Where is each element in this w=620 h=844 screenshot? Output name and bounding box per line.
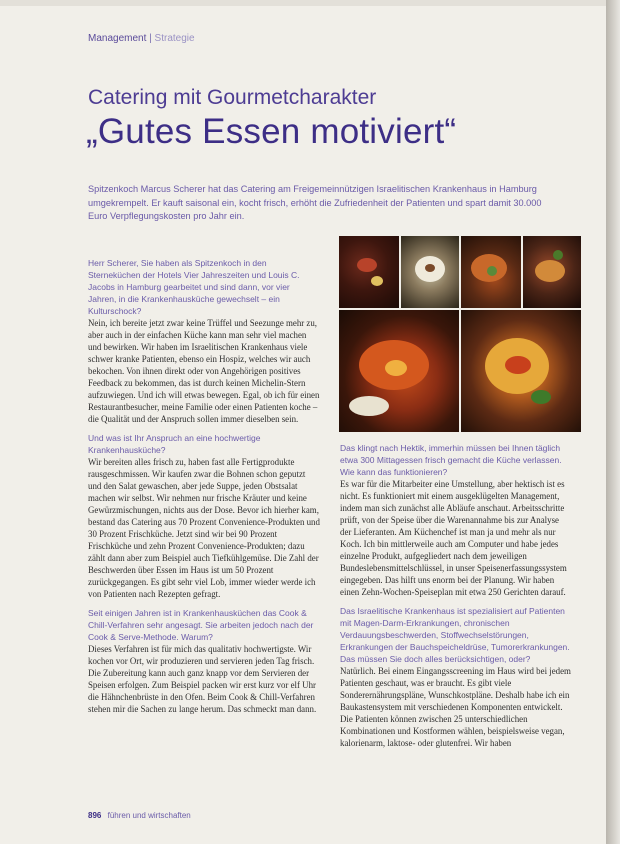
article-kicker: Catering mit Gourmetcharakter (88, 86, 377, 109)
article-lead: Spitzenkoch Marcus Scherer hat das Catering am Freigemeinnützigen Israelitischen Krankenhaus in Hamburg umgekrempelt. Er kauft saisonal ein, kocht frisch, erhöht die Zufriedenheit der Patienten und spart damit 30.000 Euro Verpflegungskosten pro Jahr ein. (88, 184, 542, 221)
text-column-right (340, 442, 572, 756)
interview-answer: Natürlich. Bei einem Eingangsscreening im Haus wird bei jedem Patienten geschaut, was er braucht. Es gibt viele Sonderernährungspläne, Wunschkostpläne. Deshalb habe ich ein Baukastensystem mit verschiedenen Komponenten entwickelt. Die Patienten können zwischen 25 unterschiedlichen Kombinationen und Kostformen wählen, beispielsweise vegan, kalorienarm, laktose- oder glutenfrei. Wir haben (340, 666, 571, 748)
interview-answer: Dieses Verfahren ist für mich das qualitativ hochwertigste. Wir kochen vor Ort, wir produzieren und servieren jeden Tag frisch. Die Zubereitung kann auch ganz knapp vor dem Servieren der Speisen erfolgen. Zum Beispiel packen wir erst kurz vor elf Uhr die Hähnchenbrüste in den Ofen. Beim Cook & Chill-Verfahren stehen mir die Sachen zu lange herum. Das schmeckt man dann. (88, 644, 317, 714)
publication-name: führen und wirtschaften (107, 811, 191, 820)
page-number: 896 (88, 811, 102, 820)
food-photo (461, 236, 521, 308)
interview-answer: Nein, ich bereite jetzt zwar keine Trüffel und Seezunge mehr zu, aber auch in der einfachen Küche kann man sehr viel machen und bewirken. Wir haben im Israelitischen Krankenhaus viele schwer kranke Patienten, ebenso ein Hospiz, welches wir auch bekochen. Von ihnen direkt oder von Angehörigen positives Feedback zu bekommen, das ist durch keinen Michelin-Stern aufzuwiegen. Und ich will etwas bewegen. Egal, ob ich für einen Restaurantbesucher, meine Familie oder einen Patienten koche – die Qualität und der Anspruch sollen immer dieselben sein. (88, 318, 320, 424)
food-photo (401, 236, 459, 308)
interview-answer: Es war für die Mitarbeiter eine Umstellung, aber hektisch ist es nicht. Es funktioniert mit einem ausgeklügelten Management, indem man sich zunächst alle Abläufe anschaut. Arbeitsschritte prüft, von der Speise über die Warenannahme bis zur Analyse der Lieferanten. Am Küchenchef ist man ja und mehr als nur Koch. Ich bin mittlerweile auch am Computer und habe jedes einzelne Produkt, aufgegliedert nach dem jeweiligen Bundeslebensmittelschlüssel, in unser Speisenerfassungssystem eingegeben. Das hilft uns enorm bei der Planung. Wir haben einen Zehn-Wochen-Speiseplan mit etwa 250 Gerichten darauf. (340, 479, 567, 597)
interview-answer: Wir bereiten alles frisch zu, haben fast alle Fertigprodukte rausgeschmissen. Wir kaufen zwar die Bohnen schon geputzt und den Salat gewaschen, aber jede Suppe, jeden Obstsalat machen wir selbst. Wir nehmen nur frische Kräuter und keine Gewürzmischungen, nichts aus der Dose. Bevor ich hierher kam, bestand das Catering aus 70 Prozent Convenience-Produkten und 30 Prozent Frischküche. Jetzt sind wir bei 90 Prozent Frischküche und zehn Prozent Convenience-Produkten; dazu zählt dann aber zum Beispiel auch Tiefkühlgemüse. Die Zahl der Beschwerden über Essen im Haus ist um 50 Prozent zurückgegangen. Es gibt sehr viel Lob, immer wieder werde ich von Patienten nach Rezepten gefragt. (88, 457, 320, 599)
section-label: Management (88, 33, 147, 44)
interview-question: Das klingt nach Hektik, immerhin müssen bei Ihnen täglich etwa 300 Mittagessen frisch gemacht die Küche verlassen. Wie kann das funktionieren? (340, 443, 562, 477)
food-photo (461, 310, 581, 432)
food-photo (523, 236, 581, 308)
subsection-label: Strategie (154, 33, 195, 44)
food-photo (339, 236, 399, 308)
interview-question: Das Israelitische Krankenhaus ist spezialisiert auf Patienten mit Magen-Darm-Erkrankungen, chronischen Verdauungsbeschwerden, Stoffwechselstörungen, Erkrankungen der Bauchspeicheldrüse, Tumorerkrankungen. Das müssen Sie doch alles berücksichtigen, oder? (340, 606, 570, 664)
food-photo-collage (339, 236, 581, 432)
section-header (88, 33, 195, 44)
interview-question: Herr Scherer, Sie haben als Spitzenkoch in den Sterneküchen der Hotels Vier Jahreszeiten und Louis C. Jacobs in Hamburg gearbeitet und sind dann, vor vier Jahren, in die Krankenhausküche gewechselt – ein Kulturschock? (88, 258, 300, 316)
text-column-left (88, 257, 320, 722)
food-photo (339, 310, 459, 432)
page-footer (88, 811, 191, 820)
top-rule (0, 0, 606, 6)
article-headline: „Gutes Essen motiviert“ (86, 112, 457, 151)
page-edge (606, 0, 620, 844)
interview-question: Und was ist Ihr Anspruch an eine hochwertige Krankenhausküche? (88, 433, 261, 455)
section-separator: | (149, 33, 152, 44)
interview-question: Seit einigen Jahren ist in Krankenhausküchen das Cook & Chill-Verfahren sehr angesagt. Sie arbeiten jedoch nach der Cook & Serve-Methode. Warum? (88, 608, 314, 642)
